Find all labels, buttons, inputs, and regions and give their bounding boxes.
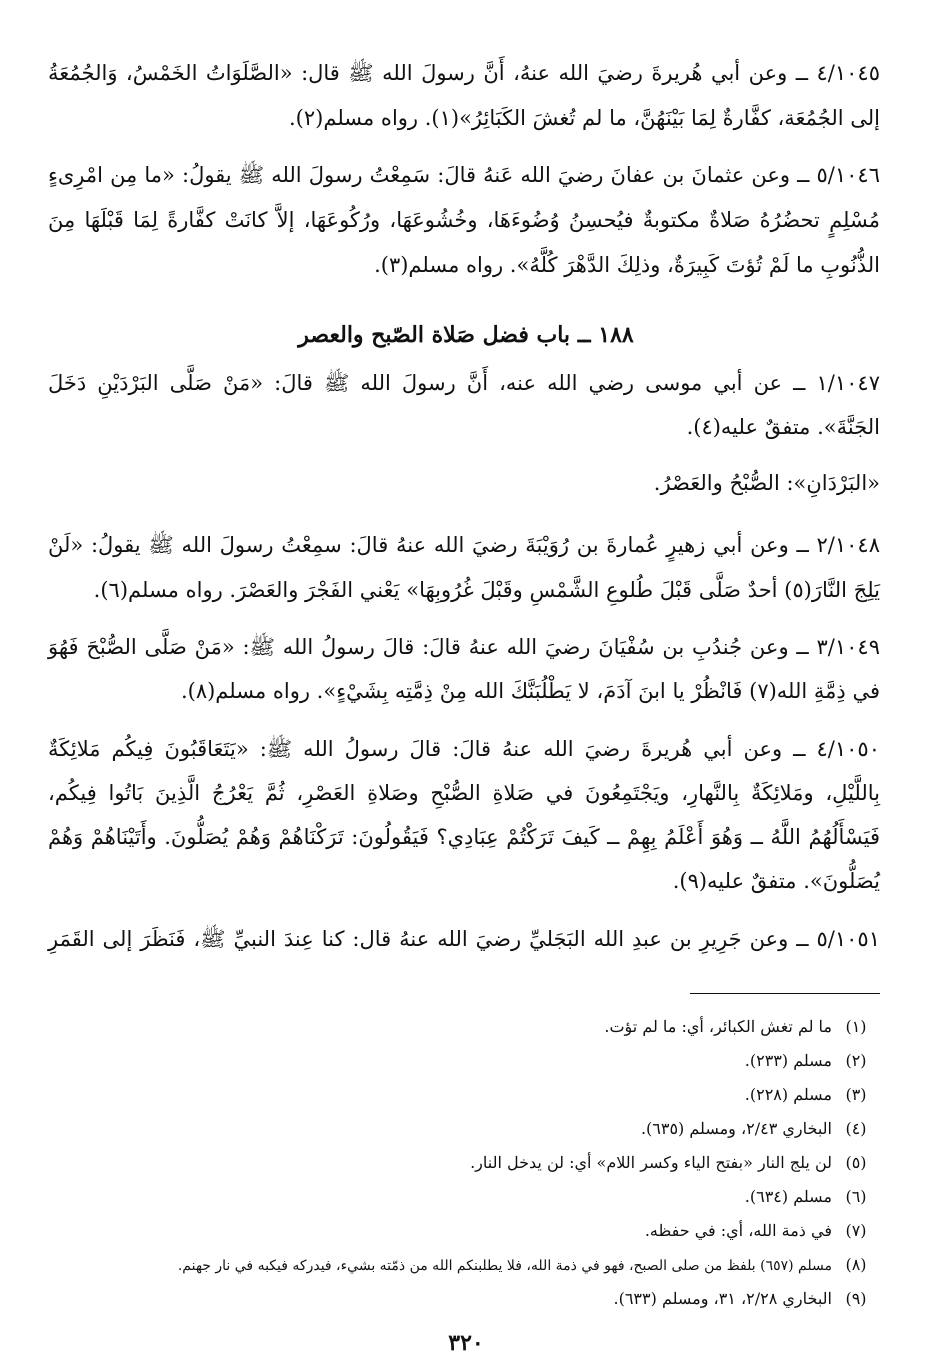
hadith-1051-line-1: ٥/١٠٥١ ــ وعن جَرِيرِ بن عبدِ الله البَجَليِّ رضيَ الله عنهُ قال: كنا عِندَ النبيِّ ﷺ، فَنَظَرَ إلى القَمَرِ	[48, 927, 880, 951]
hadith-1047-line-1: ١/١٠٤٧ ــ عن أبي موسى رضي الله عنه، أَنَّ رسولَ الله ﷺ قالَ: «مَنْ صَلَّى البَرْدَيْنِ دَخَلَ	[48, 371, 880, 395]
hadith-1049-line-2: في ذِمَّةِ الله(٧) فَانْظُرْ يا ابنَ آدَمَ، لا يَطْلُبَنَّكَ الله مِنْ ذِمَّتِه بِشَيْءٍ». رواه مسلم(٨).	[180, 679, 880, 703]
explanation-bardan: «البَرْدَانِ»: الصُّبْحُ والعَصْرُ.	[653, 471, 880, 495]
footnote-number: (٨)	[845, 1255, 867, 1274]
footnote-text: لن يلج النار «بفتح الياء وكسر اللام» أي: لن يدخل النار.	[470, 1153, 832, 1172]
hadith-1045-line-2: إلى الجُمُعَة، كفَّارةٌ لِمَا بَيْنَهُنَّ، ما لم تُغشَ الكَبَائِرُ»(١). رواه مسلم(٢).	[289, 106, 880, 130]
hadith-1048-line-1: ٢/١٠٤٨ ــ وعن أبي زهيرٍ عُمارةَ بن رُوَيْبَةَ رضيَ الله عنهُ قالَ: سمِعْتُ رسولَ الله ﷺ يقولُ: «لَنْ	[48, 533, 880, 557]
footnote-text: مسلم (٢٣٣).	[744, 1051, 832, 1070]
footnote-5	[48, 1151, 880, 1175]
hadith-1049-line-1: ٣/١٠٤٩ ــ وعن جُندُبِ بن سُفْيَانَ رضيَ الله عنهُ قالَ: قالَ رسولُ الله ﷺ: «مَنْ صَلَّى الصُّبْحَ فَهُوَ	[48, 635, 880, 659]
page-number: ٣٢٠	[448, 1330, 484, 1356]
footnote-3	[48, 1083, 880, 1107]
footnote-number: (٢)	[845, 1051, 867, 1070]
footnote-number: (٧)	[845, 1221, 867, 1240]
footnote-text: مسلم (٦٣٤).	[744, 1187, 832, 1206]
footnote-8	[48, 1253, 880, 1278]
footnote-number: (٣)	[845, 1085, 867, 1104]
footnote-7	[48, 1219, 880, 1243]
hadith-1048-line-2: يَلِجَ النَّارَ(٥) أحدٌ صَلَّى قَبْلَ طُلوعِ الشَّمْسِ وقَبْلَ غُرُوبِهَا» يَعْني الفَجْرَ والعَصْرَ. رواه مسلم(٦).	[93, 578, 880, 602]
hadith-1050-line-2: بِاللَّيْلِ، ومَلائِكَةٌ بِالنَّهارِ، ويَجْتَمِعُونَ في صَلاةِ الصُّبْحِ وصَلاةِ العَصْرِ، ثُمَّ يَعْرُجُ الَّذِينَ بَاتُوا فِيكُم،	[48, 781, 880, 805]
footnote-text: البخاري ٢/٤٣، ومسلم (٦٣٥).	[640, 1119, 832, 1138]
footnote-text: البخاري ٢/٢٨، ٣١، ومسلم (٦٣٣).	[613, 1289, 832, 1308]
footnote-9	[48, 1287, 880, 1311]
chapter-heading: ١٨٨ ــ باب فضل صَلاة الصّبح والعصر	[298, 322, 634, 348]
footnote-separator	[690, 993, 880, 994]
footnote-text: مسلم (٢٢٨).	[744, 1085, 832, 1104]
footnote-text: في ذمة الله، أي: في حفظه.	[644, 1221, 832, 1240]
footnote-6	[48, 1185, 880, 1209]
footnote-text: مسلم (٦٥٧) بلفظ من صلى الصبح، فهو في ذمة الله، فلا يطلبنكم الله من ذمّته بشيء، فيدركه فيكبه في نار جهنم.	[177, 1258, 832, 1274]
footnote-4	[48, 1117, 880, 1141]
hadith-1046-line-2: مُسْلِمٍ تحضُرُهُ صَلاةٌ مكتوبةٌ فيُحسِنُ وُضُوءَهَا، وخُشُوعَهَا، ورُكُوعَهَا، إلاَّ كانَتْ كفَّارةً لِمَا قَبْلَهَا مِنَ	[48, 208, 880, 232]
hadith-1047-line-2: الجَنَّةَ». متفقٌ عليه(٤).	[686, 415, 880, 439]
footnote-text: ما لم تغش الكبائر، أي: ما لم تؤت.	[604, 1017, 832, 1036]
footnote-number: (٦)	[845, 1187, 867, 1206]
footnote-number: (٤)	[845, 1119, 867, 1138]
footnote-number: (٥)	[845, 1153, 867, 1172]
footnote-2	[48, 1049, 880, 1073]
hadith-1050-line-1: ٤/١٠٥٠ ــ وعن أبي هُريرةَ رضيَ الله عنهُ قالَ: قالَ رسولُ الله ﷺ: «يَتَعَاقَبُونَ فِيكُم مَلائِكَةٌ	[48, 737, 880, 761]
hadith-1046-line-1: ٥/١٠٤٦ ــ وعن عثمانَ بن عفانَ رضيَ الله عَنهُ قالَ: سَمِعْتُ رسولَ الله ﷺ يقولُ: «ما مِن امْرِىءٍ	[48, 163, 880, 187]
hadith-1045-line-1: ٤/١٠٤٥ ــ وعن أبي هُريرةَ رضيَ الله عنهُ، أَنَّ رسولَ الله ﷺ قال: «الصَّلَوَاتُ الخَمْسُ، وَالجُمُعَةُ	[48, 61, 880, 85]
footnote-1	[48, 1015, 880, 1039]
hadith-1050-line-3: فَيَسْأَلُهُمُ اللَّهُ ــ وَهُوَ أَعْلَمُ بِهِمْ ــ كَيفَ تَرَكْتُمْ عِبَادِي؟ فَيَقُولُونَ: تَرَكْنَاهُمْ وَهُمْ يُصَلُّونَ. وأَتَيْنَاهُمْ وَهُمْ	[48, 825, 880, 849]
footnote-number: (١)	[845, 1017, 867, 1036]
hadith-1046-line-3: الذُّنُوبِ ما لَمْ تُؤتَ كَبِيرَةٌ، وذلِكَ الدَّهْرَ كُلَّهُ». رواه مسلم(٣).	[374, 253, 880, 277]
footnote-number: (٩)	[845, 1289, 867, 1308]
hadith-1050-line-4: يُصَلُّونَ». متفقٌ عليه(٩).	[672, 869, 880, 893]
